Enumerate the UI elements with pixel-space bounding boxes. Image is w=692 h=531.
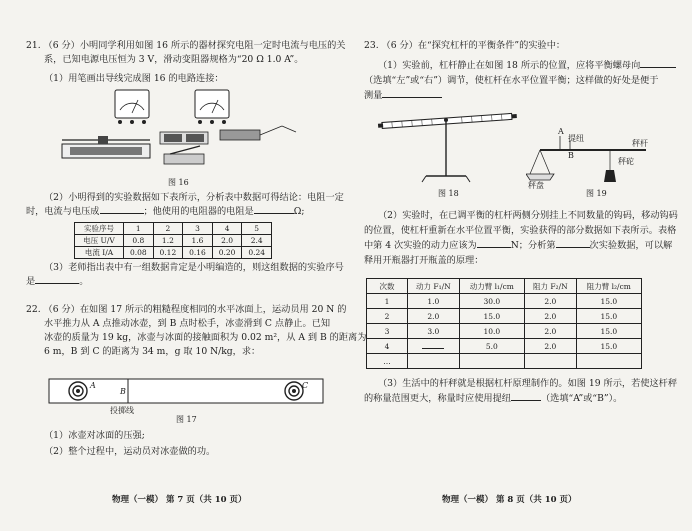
switch-icon (164, 146, 204, 164)
battery-icon (160, 132, 208, 144)
q23-part3-line1: （3）生活中的杆秤就是根据杠杆原理制作的。如图 19 所示，若使这杆秤 (378, 378, 678, 389)
ammeter-icon (115, 90, 149, 124)
voltmeter-icon (195, 90, 229, 124)
q21-line2: 系，已知电源电压恒为 3 V，滑动变阻器规格为“20 Ω 1.0 A”。 (44, 54, 304, 65)
point-a-label: A (90, 381, 96, 390)
fig19-label-tihuan: 提纽 (568, 134, 584, 143)
page-8 (346, 0, 692, 531)
answer-blank[interactable] (556, 247, 590, 248)
q22-line4: 6 m，B 到 C 的距离为 34 m，g 取 10 N/kg，求： (44, 346, 261, 357)
answer-blank[interactable] (477, 247, 511, 248)
q22-line3: 冰壶的质量为 19 kg，冰壶与冰面的接触面积为 0.02 m²，从 A 到 B 的距离为 (44, 332, 367, 343)
q23-part1-line3: 测量 (364, 90, 442, 102)
throw-line-label: 投掷线 (110, 406, 134, 415)
figure-19-caption: 图 19 (586, 189, 607, 198)
q22-line2: 水平推力从 A 点推动冰壶，到 B 点时松手，冰壶滑到 C 点静止。已知 (44, 318, 331, 329)
tilted-lever-figure (376, 108, 526, 188)
table-row: 1 1.0 30.0 2.0 15.0 (367, 294, 642, 309)
table-row: 电压 U/V 0.8 1.2 1.6 2.0 2.4 (75, 235, 272, 247)
q22-sub1: （1）冰壶对冰面的压强; (44, 430, 145, 441)
q21-data-table (74, 222, 272, 259)
q21-line1: 21. （6 分）小明同学利用如图 16 所示的器材探究电阻一定时电流与电压的关 (26, 40, 346, 51)
answer-blank[interactable] (422, 348, 444, 349)
figure-16-caption: 图 16 (168, 178, 189, 187)
answer-blank[interactable] (100, 213, 144, 214)
rheostat-icon (62, 136, 150, 158)
q23-part3-line2: 的称量范围更大，称量时应使用提纽 （选填“A”或“B”）。 (364, 393, 623, 404)
q22-sub2: （2）整个过程中，运动员对冰壶做的功。 (44, 446, 216, 457)
resistor-icon (220, 126, 296, 140)
answer-blank[interactable] (640, 67, 676, 68)
circuit-apparatus-figure (60, 86, 300, 178)
q23-part1-line1: （1）实验前，杠杆静止在如图 18 所示的位置，应将平衡螺母向 (378, 60, 676, 72)
figure-17-caption: 图 17 (176, 415, 197, 424)
table-row: 实验序号 1 2 3 4 5 (75, 223, 272, 235)
table-row: 4 5.0 2.0 15.0 (367, 339, 642, 354)
q23-line1: 23. （6 分）在“探究杠杆的平衡条件”的实验中： (364, 40, 566, 51)
point-b-label: B (120, 387, 126, 396)
q23-part2-line1: （2）实验时，在已调平衡的杠杆两侧分别挂上不同数量的钩码，移动钩码 (378, 210, 678, 221)
answer-blank[interactable] (382, 97, 442, 98)
fig19-label-b: B (568, 151, 574, 160)
fig19-label-chengtuo: 秤砣 (618, 157, 634, 166)
q21-part1: （1）用笔画出导线完成图 16 的电路连接： (44, 73, 224, 84)
fig19-label-a: A (558, 127, 564, 136)
fig19-label-ganggan: 秤杆 (632, 139, 648, 148)
q23-data-table (366, 278, 642, 369)
point-c-label: C (302, 381, 309, 390)
table-row: 电流 I/A 0.08 0.12 0.16 0.20 0.24 (75, 247, 272, 259)
q23-part2-line3: 中第 4 次实验的动力应该为 N；分析第 次实验数据，可以解 (364, 240, 673, 251)
table-row: 次数 动力 F₁/N 动力臂 l₁/cm 阻力 F₂/N 阻力臂 l₂/cm (367, 279, 642, 294)
q23-part2-line2: 的位置，使杠杆重新在水平位置平衡，实验获得的部分数据如下表所示。表格 (364, 225, 677, 236)
q22-line1: 22. （6 分）在如图 17 所示的粗糙程度相同的水平冰面上，运动员用 20 N 的 (26, 304, 347, 315)
q23-part2-line4: 释用开瓶器打开瓶盖的原理： (364, 255, 484, 266)
table-row: 2 2.0 15.0 2.0 15.0 (367, 309, 642, 324)
q21-part2-line2: 时，电流与电压成 ；他使用的电阻器的电阻是 Ω; (26, 206, 305, 217)
answer-blank[interactable] (254, 213, 294, 214)
q23-part1-line2: （选填“左”或“右”）调节，使杠杆在水平位置平衡；这样做的好处是便于 (364, 75, 659, 86)
answer-blank[interactable] (511, 400, 541, 401)
answer-blank[interactable] (35, 283, 79, 284)
page-footer: 物理（一模） 第 8 页（共 10 页） (442, 495, 577, 505)
q21-part2-line1: （2）小明得到的实验数据如下表所示，分析表中数据可得结论：电阻一定 (44, 192, 344, 203)
figure-18-caption: 图 18 (438, 189, 459, 198)
q21-part3-line2: 是 。 (26, 276, 89, 287)
table-row: … (367, 354, 642, 369)
table-row: 3 3.0 10.0 2.0 15.0 (367, 324, 642, 339)
q21-part3-line1: （3）老师指出表中有一组数据肯定是小明编造的，则这组数据的实验序号 (44, 262, 344, 273)
page-footer: 物理（一模） 第 7 页（共 10 页） (112, 495, 247, 505)
fig19-label-chengpan: 秤盘 (528, 181, 544, 190)
